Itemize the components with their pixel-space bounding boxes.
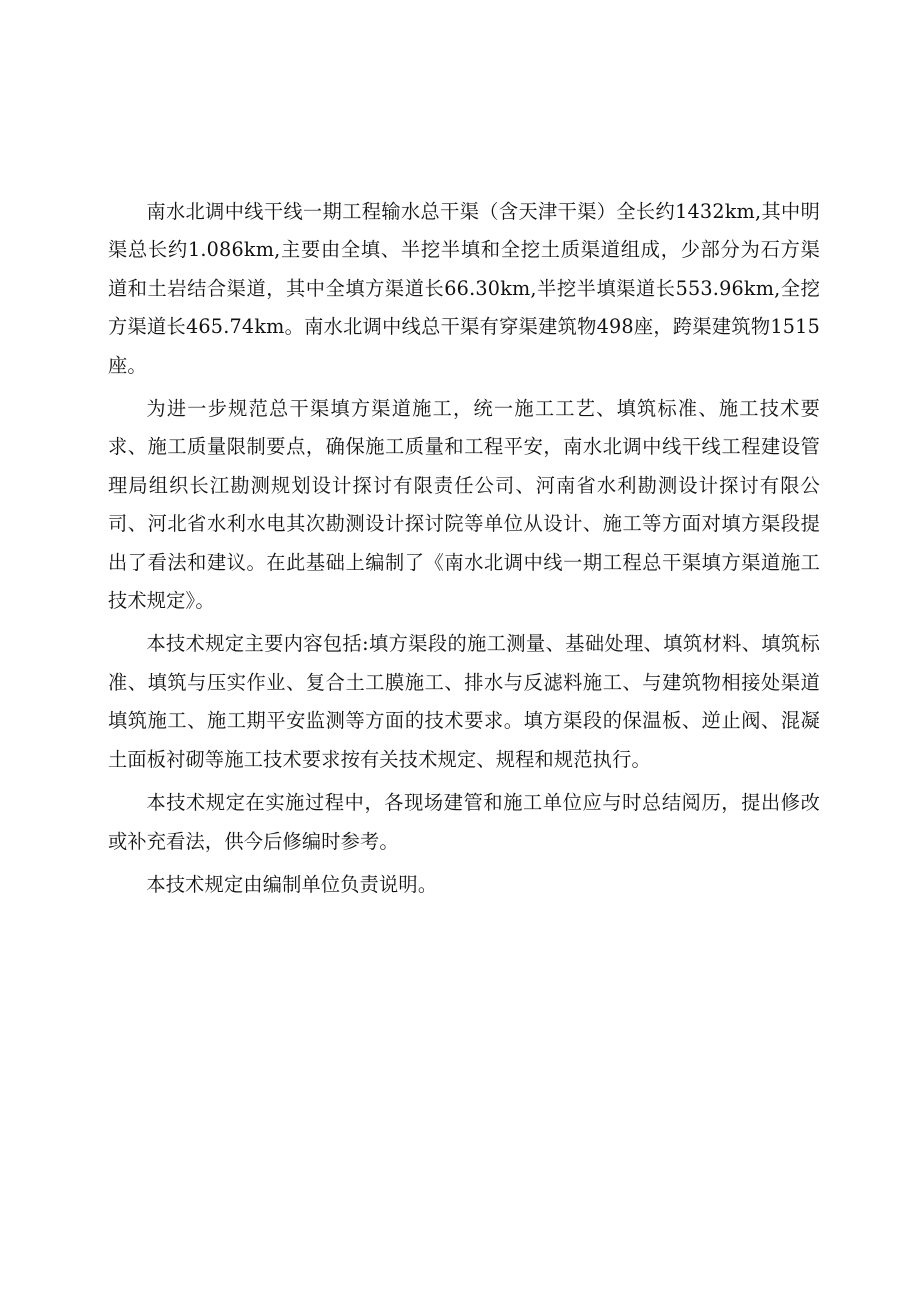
paragraph-purpose: 为进一步规范总干渠填方渠道施工，统一施工工艺、填筑标准、施工技术要求、施工质量限制要点，确保施工质量和工程平安，南水北调中线干线工程建设管理局组织长江勘测规划设计探讨有限责任公司、河南省水利勘测设计探讨有限公司、河北省水利水电其次勘测设计探讨院等单位从设计、施工等方面对填方渠段提出了看法和建议。在此基础上编制了《南水北调中线一期工程总干渠填方渠道施工技术规定》。 bbox=[108, 397, 820, 613]
paragraph-main-content: 本技术规定主要内容包括:填方渠段的施工测量、基础处理、填筑材料、填筑标准、填筑与压实作业、复合土工膜施工、排水与反滤料施工、与建筑物相接处渠道填筑施工、施工期平安监测等方面的技术要求。填方渠段的保温板、逆止阀、混凝土面板衬砌等施工技术要求按有关技术规定、规程和规范执行。 bbox=[108, 632, 820, 771]
paragraph-interpretation: 本技术规定由编制单位负责说明。 bbox=[146, 872, 438, 896]
document-body bbox=[108, 193, 820, 909]
paragraph-revision-feedback: 本技术规定在实施过程中，各现场建管和施工单位应与时总结阅历，提出修改或补充看法，供今后修编时参考。 bbox=[108, 791, 820, 853]
paragraph-project-overview: 南水北调中线干线一期工程输水总干渠（含天津干渠）全长约1432km,其中明渠总长约1.086km,主要由全填、半挖半填和全挖土质渠道组成，少部分为石方渠道和土岩结合渠道，其中全填方渠道长66.30km,半挖半填渠道长553.96km,全挖方渠道长465.74km。南水北调中线总干渠有穿渠建筑物498座，跨渠建筑物1515座。 bbox=[108, 200, 820, 377]
